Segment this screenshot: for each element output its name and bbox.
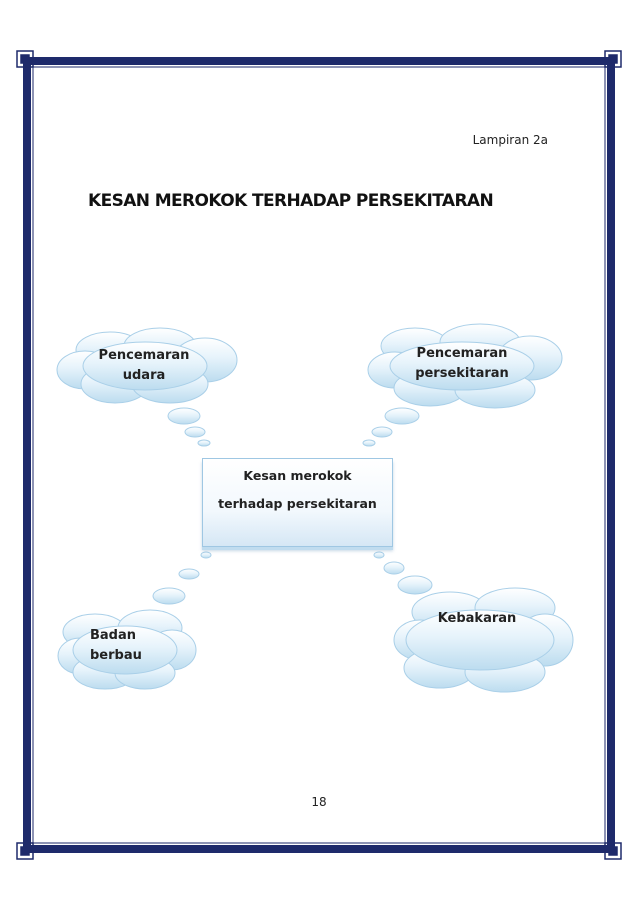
- appendix-label: Lampiran 2a: [472, 133, 548, 147]
- cloud-label-pencemaran-udara: [84, 346, 204, 386]
- cloud-label-line: udara: [122, 368, 166, 383]
- central-topic-line1: Kesan merokok: [243, 468, 352, 483]
- cloud-label-line: Pencemaran: [416, 346, 508, 361]
- central-topic-box: [202, 458, 393, 547]
- cloud-label-line: Kebakaran: [437, 611, 517, 626]
- page-title: KESAN MEROKOK TERHADAP PERSEKITARAN: [88, 191, 494, 211]
- cloud-label-line: berbau: [90, 648, 142, 663]
- cloud-label-badan-berbau: [90, 626, 150, 666]
- cloud-label-kebakaran: [425, 609, 529, 629]
- central-topic-line2: terhadap persekitaran: [218, 496, 377, 511]
- bubble-trail-bottom-left: [153, 552, 211, 604]
- cloud-label-line: Pencemaran: [98, 348, 190, 363]
- cloud-kebakaran: [394, 588, 573, 692]
- cloud-label-line: persekitaran: [415, 366, 509, 381]
- cloud-label-pencemaran-persekitaran: [400, 344, 524, 384]
- bubble-trail-top-left: [168, 408, 210, 446]
- bubble-trail-top-right: [363, 408, 419, 446]
- cloud-label-line: Badan: [90, 628, 137, 643]
- bubble-trail-bottom-right: [374, 552, 432, 594]
- page-number: 18: [311, 795, 327, 809]
